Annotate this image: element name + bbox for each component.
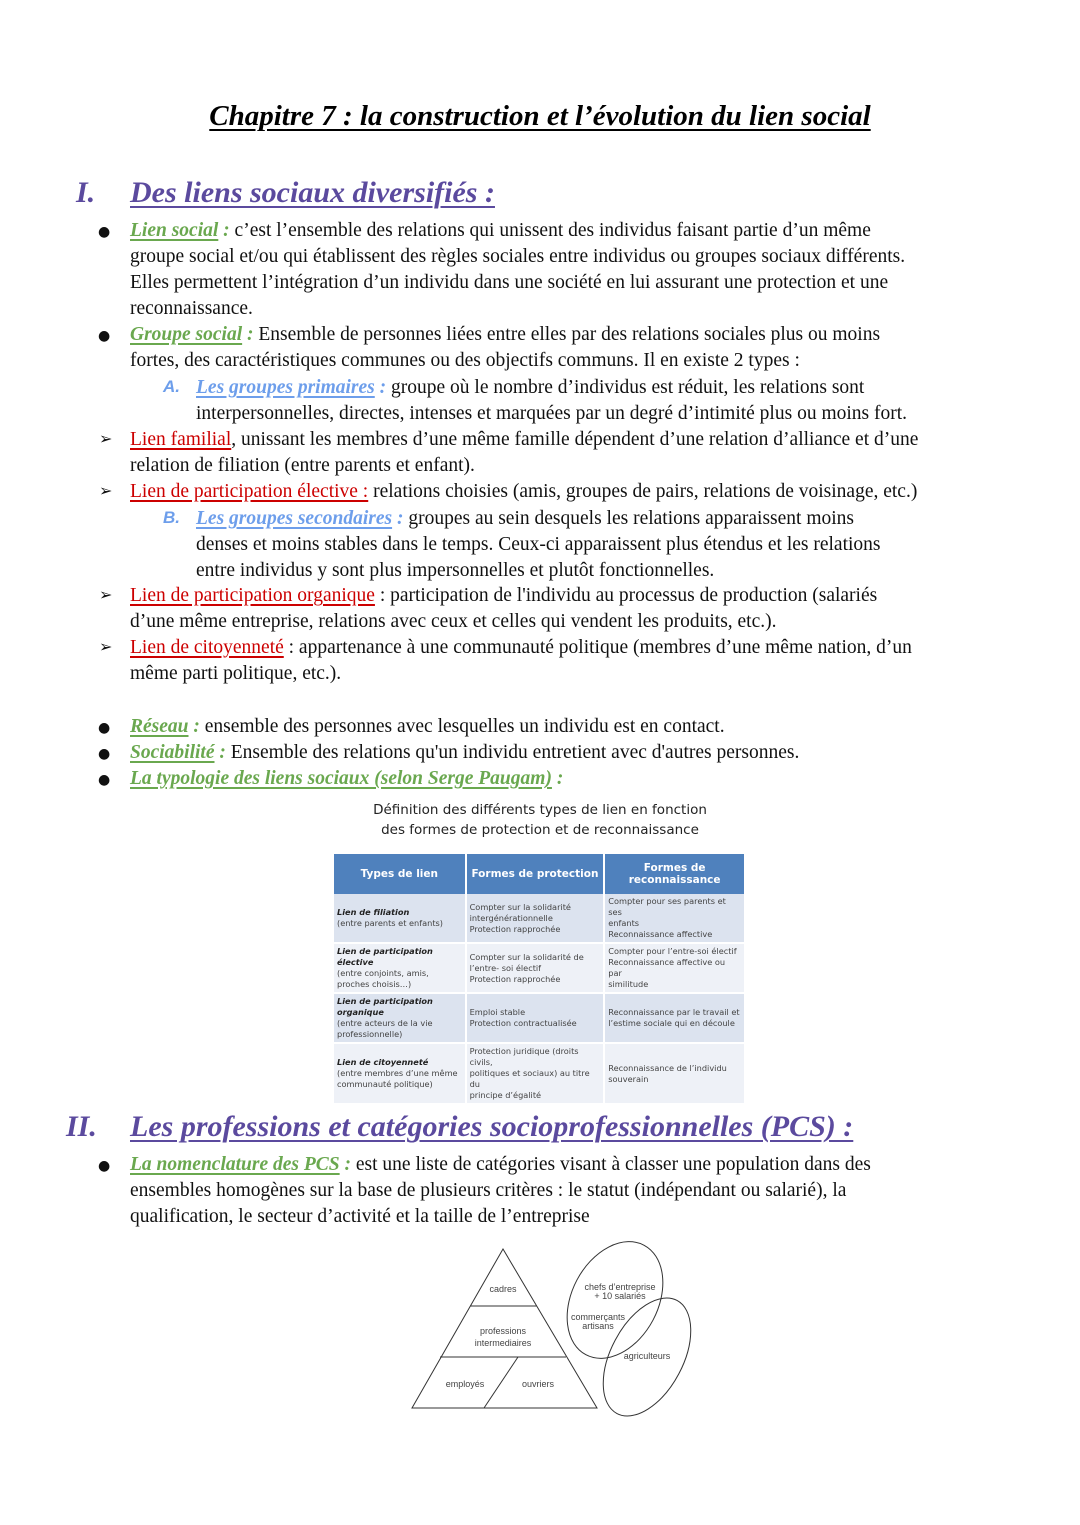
protection-line: intergénérationnelle (469, 912, 553, 923)
lien-citoyennete-line-2: même parti politique, etc.). (130, 663, 342, 684)
colon: : (392, 508, 404, 529)
protection-line: Compter sur la solidarité de (469, 951, 584, 962)
lien-social-line-1 (130, 218, 871, 244)
table-row (334, 894, 745, 943)
colon: : (214, 742, 226, 763)
text: Ensemble de personnes liées entre elles par des relations sociales plus ou moins (253, 324, 881, 345)
label-chefs-entreprise: chefs d’entreprise (584, 1282, 656, 1292)
lien-familial-line-2: relation de filiation (entre parents et enfant). (130, 455, 475, 476)
cell-type-de-lien (334, 1043, 466, 1104)
term-reseau: Réseau (130, 716, 189, 737)
table-header-row (334, 854, 745, 894)
groupe-social-line-1 (130, 322, 880, 348)
term-nomenclature: La nomenclature des PCS (130, 1154, 340, 1175)
groupes-primaires-line-1 (196, 375, 864, 401)
term-lien-organique: Lien de participation organique (130, 585, 375, 606)
section-2-number: II. (66, 1110, 97, 1143)
text: est une liste de catégories visant à classer une population dans des (351, 1154, 871, 1175)
caption-line-1: Définition des différents types de lien en fonction (373, 802, 707, 818)
groupes-secondaires-line-2: denses et moins stables dans le temps. Ceux-ci apparaissent plus étendus et les relations (196, 534, 881, 555)
text: relations choisies (amis, groupes de pairs, relations de voisinage, etc.) (368, 481, 918, 502)
text: ensemble des personnes avec lesquelles un individu est en contact. (199, 716, 725, 737)
lien-elective-line-1 (130, 479, 917, 505)
list-letter-b: B. (163, 508, 180, 527)
type-name: Lien de participation organique (337, 996, 433, 1017)
colon: : (242, 324, 254, 345)
arrow-bullet-icon: ➢ (99, 481, 113, 500)
reconnaissance-line: l’estime sociale qui en découle (608, 1018, 735, 1028)
header-formes-reconnaissance: Formes de reconnaissance (604, 854, 745, 894)
typologie-line (130, 766, 563, 792)
protection-line: l’entre- soi électif (469, 962, 542, 973)
reconnaissance-line: Compter pour l’entre-soi électif (608, 946, 737, 956)
reconnaissance-line: Reconnaissance par le travail et (608, 1007, 740, 1017)
term-groupes-primaires: Les groupes primaires (196, 377, 375, 398)
bullet-icon: ● (98, 1158, 111, 1174)
term-lien-social: Lien social (130, 220, 219, 241)
text: : participation de l'individu au processus de production (salariés (374, 585, 878, 606)
pyramid-divider-bottom (484, 1357, 518, 1408)
section-2-heading (66, 1110, 97, 1144)
protection-line: Protection contractualisée (469, 1018, 577, 1028)
section-1-number: I. (76, 176, 96, 209)
bullet-icon: ● (98, 328, 111, 344)
reconnaissance-line: similitude (608, 979, 649, 989)
caption-line-2: des formes de protection et de reconnaissance (381, 822, 699, 838)
arrow-bullet-icon: ➢ (99, 637, 113, 656)
lien-social-line-2: groupe social et/ou qui établissent des règles sociales entre individus ou groupes sociaux différents. (130, 246, 906, 267)
reconnaissance-line: Reconnaissance de l’individu (608, 1062, 727, 1073)
type-description: (entre parents et enfants) (337, 918, 443, 928)
protection-line: Compter sur la solidarité (469, 901, 571, 912)
arrow-bullet-icon: ➢ (99, 429, 113, 448)
colon: : (188, 716, 200, 737)
type-description: (entre acteurs de la vie professionnelle) (337, 1018, 433, 1039)
label-ouvriers: ouvriers (521, 1379, 555, 1389)
document-title: Chapitre 7 : la construction et l’évolution du lien social (209, 100, 871, 132)
text: groupe où le nombre d’individus est réduit, les relations sont (386, 377, 865, 398)
lien-organique-line-1 (130, 583, 877, 609)
lien-familial-line-1 (130, 427, 918, 453)
term-lien-elective: Lien de participation élective : (130, 481, 369, 502)
type-description: (entre membres d’une même communauté politique) (337, 1068, 458, 1089)
label-plus-10-salaries: + 10 salariés (594, 1291, 646, 1301)
text: groupes au sein desquels les relations apparaissent moins (403, 508, 855, 529)
lien-social-line-3: Elles permettent l’intégration d’un individu dans une société en lui assurant une protection et une (130, 272, 889, 293)
colon: : (551, 768, 564, 789)
reconnaissance-line: Compter pour ses parents et ses (608, 896, 726, 917)
section-1-title-wrap (130, 176, 495, 210)
header-types-de-lien: Types de lien (334, 854, 466, 894)
reconnaissance-line: Reconnaissance affective ou par (608, 957, 726, 978)
label-commercants: commerçants (570, 1312, 626, 1322)
reconnaissance-line: Reconnaissance affective (608, 929, 713, 939)
type-name: Lien de participation élective (337, 946, 433, 967)
protection-line: politiques et sociaux) au titre du (469, 1068, 590, 1089)
list-letter-a: A. (163, 377, 180, 396)
term-sociabilite: Sociabilité (130, 742, 215, 763)
nomenclature-line-1 (130, 1152, 871, 1178)
label-professions: professions (479, 1326, 527, 1336)
protection-line: Protection rapprochée (469, 973, 561, 984)
text: Ensemble des relations qu'un individu entretient avec d'autres personnes. (225, 742, 800, 763)
term-lien-familial: Lien familial (130, 429, 232, 450)
nomenclature-line-3: qualification, le secteur d’activité et la taille de l’entreprise (130, 1206, 590, 1227)
cell-protection (466, 894, 605, 943)
cell-type-de-lien (334, 943, 466, 993)
term-groupe-social: Groupe social (130, 324, 243, 345)
reconnaissance-line: souverain (608, 1073, 649, 1084)
lien-organique-line-2: d’une même entreprise, relations avec ceux et celles qui vendent les produits, etc.). (130, 611, 777, 632)
header-formes-protection: Formes de protection (466, 854, 605, 894)
cell-protection (466, 993, 605, 1043)
arrow-bullet-icon: ➢ (99, 585, 113, 604)
reconnaissance-line: enfants (608, 918, 640, 928)
paugam-table (334, 854, 746, 1105)
cell-reconnaissance (604, 1043, 745, 1104)
colon: : (339, 1154, 352, 1175)
bullet-icon: ● (98, 720, 111, 736)
section-2-title-wrap (130, 1110, 853, 1144)
bullet-icon: ● (98, 772, 111, 788)
bullet-icon: ● (98, 746, 111, 762)
table-row (334, 1043, 745, 1104)
groupes-secondaires-line-3: entre individus y sont plus impersonnelles et plutôt fonctionnelles. (196, 560, 715, 581)
text: : appartenance à une communauté politique (membres d’une même nation, d’un (283, 637, 912, 658)
protection-line: principe d’égalité (469, 1090, 542, 1100)
protection-line: Emploi stable (469, 1007, 526, 1017)
lien-social-line-4: reconnaissance. (130, 298, 253, 319)
protection-line: Protection juridique (droits civils, (469, 1046, 579, 1067)
nomenclature-line-2: ensembles homogènes sur la base de plusieurs critères : le statut (indépendant ou salarié), la (130, 1180, 847, 1201)
groupes-primaires-line-2: interpersonnelles, directes, intenses et marquées par un degré d’intimité plus ou moins fort. (196, 403, 908, 424)
type-name: Lien de filiation (337, 907, 410, 917)
table-row (334, 993, 745, 1043)
cell-reconnaissance (604, 943, 745, 993)
label-agriculteurs: agriculteurs (623, 1351, 671, 1361)
label-employes: employés (445, 1379, 485, 1389)
cell-type-de-lien (334, 993, 466, 1043)
type-description: (entre conjoints, amis, proches choisis…) (337, 968, 429, 989)
type-name: Lien de citoyenneté (337, 1057, 429, 1067)
protection-line: Protection rapprochée (469, 923, 561, 934)
term-groupes-secondaires: Les groupes secondaires (196, 508, 393, 529)
reseau-line (130, 714, 725, 740)
sociabilite-line (130, 740, 799, 766)
label-cadres: cadres (489, 1284, 517, 1294)
term-lien-citoyennete: Lien de citoyenneté (130, 637, 284, 658)
section-2-title: Les professions et catégories socioprofessionnelles (PCS) : (130, 1110, 854, 1143)
text: c’est l’ensemble des relations qui unissent des individus faisant partie d’un même (229, 220, 871, 241)
cell-protection (466, 943, 605, 993)
cell-type-de-lien (334, 894, 466, 943)
table-caption (330, 800, 750, 840)
term-typologie: La typologie des liens sociaux (selon Serge Paugam) (130, 768, 552, 789)
cell-reconnaissance (604, 993, 745, 1043)
cell-protection (466, 1043, 605, 1104)
table-row (334, 943, 745, 993)
section-1-heading (76, 176, 95, 210)
section-1-title: Des liens sociaux diversifiés : (130, 176, 495, 209)
label-intermediaires: intermediaires (474, 1338, 532, 1348)
text: , unissant les membres d’une même famille dépendent d’une relation d’alliance et d’une (231, 429, 919, 450)
colon: : (374, 377, 387, 398)
groupe-social-line-2: fortes, des caractéristiques communes ou des objectifs communs. Il en existe 2 types : (130, 350, 800, 371)
cell-reconnaissance (604, 894, 745, 943)
bullet-icon: ● (98, 224, 111, 240)
lien-citoyennete-line-1 (130, 635, 912, 661)
colon: : (218, 220, 230, 241)
groupes-secondaires-line-1 (196, 506, 854, 532)
label-artisans: artisans (582, 1321, 614, 1331)
pcs-diagram (400, 1240, 710, 1420)
